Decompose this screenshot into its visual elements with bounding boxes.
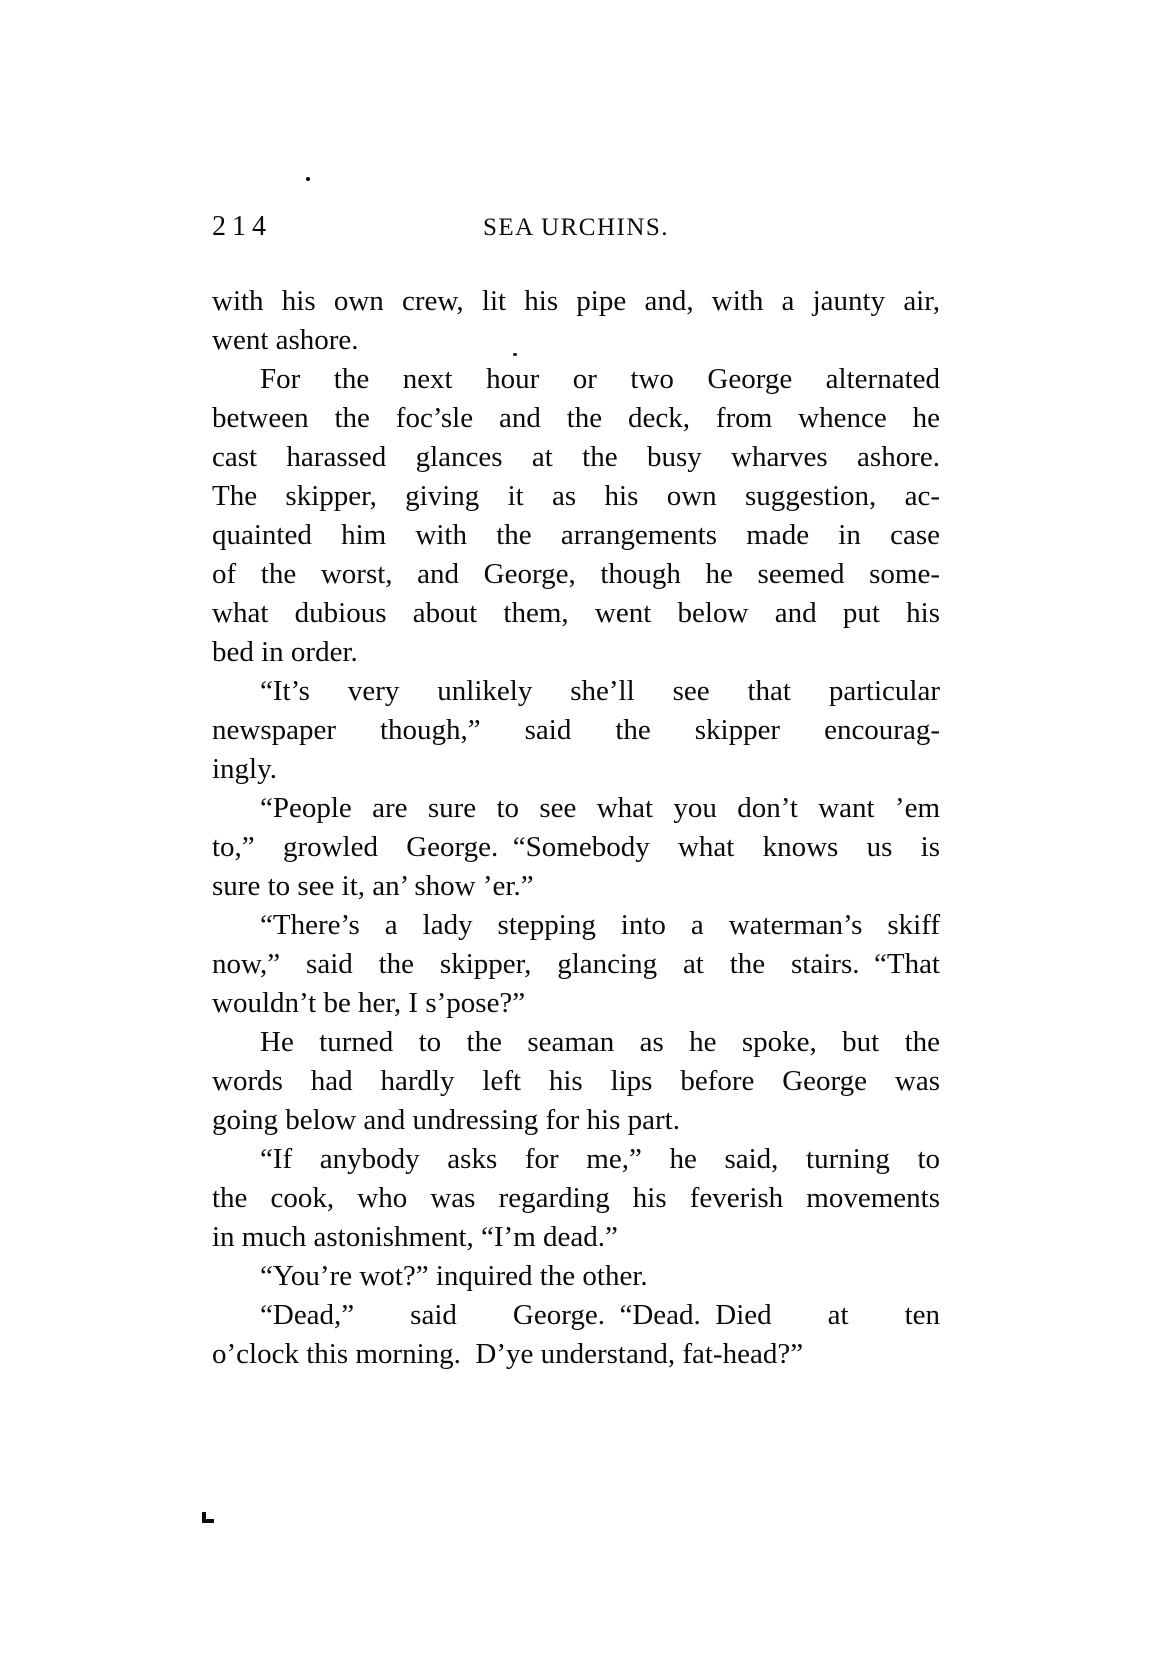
text-line: “If anybody asks for me,” he said, turning to	[260, 1143, 940, 1175]
running-title: SEA URCHINS.	[482, 214, 670, 241]
text-line: o’clock this morning. D’ye understand, fat-head?”	[212, 1338, 804, 1370]
text-line: He turned to the seaman as he spoke, but the	[260, 1026, 940, 1058]
text-line: with his own crew, lit his pipe and, with a jaunty air,	[212, 285, 940, 317]
ink-speck	[306, 177, 310, 181]
text-line: going below and undressing for his part.	[212, 1104, 680, 1136]
text-line: newspaper though,” said the skipper encourag-	[212, 714, 940, 746]
text-line: what dubious about them, went below and put his	[212, 597, 940, 629]
running-head	[212, 211, 940, 243]
text-line: sure to see it, an’ show ’er.”	[212, 870, 534, 902]
body-text	[212, 282, 940, 1374]
text-line: bed in order.	[212, 636, 358, 668]
text-line: went ashore.	[212, 324, 359, 356]
text-line: “People are sure to see what you don’t want ’em	[260, 792, 940, 824]
mark-horizontal-stroke	[202, 1519, 214, 1523]
ink-speck	[513, 353, 517, 356]
text-line: now,” said the skipper, glancing at the stairs. “That	[212, 948, 940, 980]
page-number: 214	[212, 211, 272, 242]
text-line: “It’s very unlikely she’ll see that particular	[260, 675, 940, 707]
text-line: quainted him with the arrangements made in case	[212, 519, 940, 551]
text-line: of the worst, and George, though he seemed some-	[212, 558, 940, 590]
text-line: “You’re wot?” inquired the other.	[260, 1260, 648, 1292]
text-line: wouldn’t be her, I s’pose?”	[212, 987, 526, 1019]
text-line: “Dead,” said George. “Dead. Died at ten	[260, 1299, 940, 1331]
text-line: For the next hour or two George alternated	[260, 363, 940, 395]
text-line: cast harassed glances at the busy wharves ashore.	[212, 441, 940, 473]
text-line: The skipper, giving it as his own suggestion, ac-	[212, 480, 940, 512]
text-line: in much astonishment, “I’m dead.”	[212, 1221, 618, 1253]
text-line: between the foc’sle and the deck, from whence he	[212, 402, 940, 434]
text-line: ingly.	[212, 753, 277, 785]
text-line: the cook, who was regarding his feverish movements	[212, 1182, 940, 1214]
text-line: to,” growled George. “Somebody what knows us is	[212, 831, 940, 863]
text-line: “There’s a lady stepping into a waterman’s skiff	[260, 909, 940, 941]
text-line: words had hardly left his lips before George was	[212, 1065, 940, 1097]
printers-corner-mark	[202, 1512, 214, 1523]
